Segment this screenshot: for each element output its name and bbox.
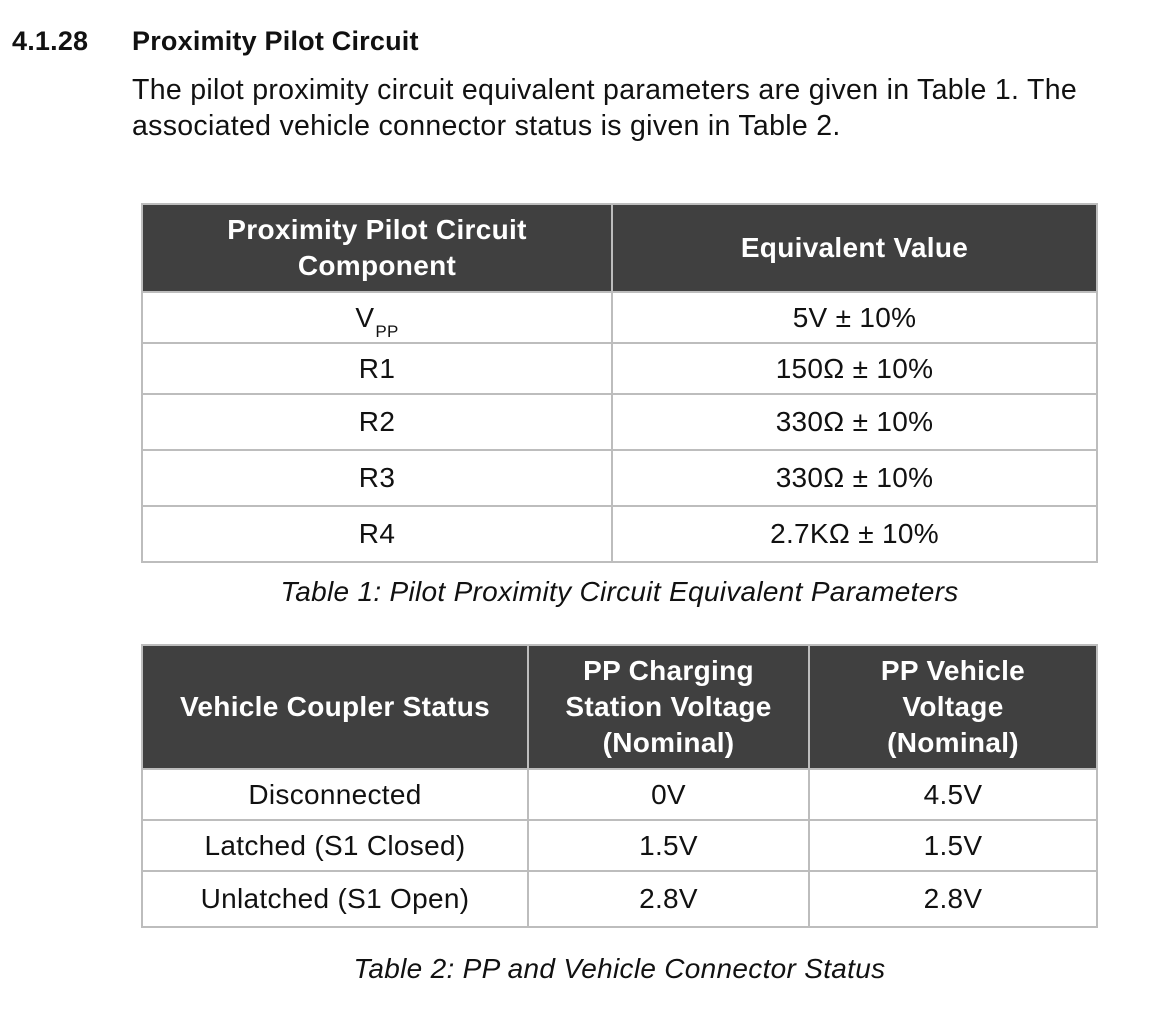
cell-vehicle-voltage: 2.8V bbox=[809, 871, 1097, 927]
cell-status: Disconnected bbox=[142, 769, 528, 820]
table-row bbox=[142, 769, 1097, 820]
table-header-row bbox=[142, 204, 1097, 292]
cell-component: R4 bbox=[142, 506, 612, 562]
cell-value: 330Ω ± 10% bbox=[612, 394, 1097, 450]
cell-component: R3 bbox=[142, 450, 612, 506]
cell-component: R2 bbox=[142, 394, 612, 450]
cell-component: R1 bbox=[142, 343, 612, 394]
table2-caption: Table 2: PP and Vehicle Connector Status bbox=[353, 953, 886, 984]
table-circuit-parameters bbox=[141, 203, 1098, 563]
header-equivalent-value: Equivalent Value bbox=[612, 204, 1097, 292]
intro-paragraph: The pilot proximity circuit equivalent parameters are given in Table 1. The associated vehicle connector status is given in Table 2. bbox=[132, 74, 1077, 142]
table-row bbox=[142, 820, 1097, 871]
vpp-symbol: V bbox=[355, 301, 375, 333]
cell-station-voltage: 1.5V bbox=[528, 820, 809, 871]
cell-value: 150Ω ± 10% bbox=[612, 343, 1097, 394]
table-row bbox=[142, 394, 1097, 450]
vpp-subscript: PP bbox=[375, 321, 399, 341]
table-connector-status bbox=[141, 644, 1098, 928]
section-number: 4.1.28 bbox=[12, 26, 89, 56]
section-title: Proximity Pilot Circuit bbox=[132, 26, 419, 56]
table-header-row bbox=[142, 645, 1097, 769]
cell-vehicle-voltage: 4.5V bbox=[809, 769, 1097, 820]
header-coupler-status: Vehicle Coupler Status bbox=[142, 645, 528, 769]
table-row bbox=[142, 871, 1097, 927]
table-row bbox=[142, 506, 1097, 562]
cell-value: 5V ± 10% bbox=[612, 292, 1097, 343]
section-heading bbox=[12, 26, 419, 57]
cell-station-voltage: 0V bbox=[528, 769, 809, 820]
table-row bbox=[142, 292, 1097, 343]
cell-value: 330Ω ± 10% bbox=[612, 450, 1097, 506]
cell-component bbox=[142, 292, 612, 343]
cell-value: 2.7KΩ ± 10% bbox=[612, 506, 1097, 562]
cell-status: Unlatched (S1 Open) bbox=[142, 871, 528, 927]
cell-station-voltage: 2.8V bbox=[528, 871, 809, 927]
cell-status: Latched (S1 Closed) bbox=[142, 820, 528, 871]
table-row bbox=[142, 343, 1097, 394]
header-station-voltage: PP Charging Station Voltage (Nominal) bbox=[528, 645, 809, 769]
header-component: Proximity Pilot Circuit Component bbox=[142, 204, 612, 292]
table1-caption: Table 1: Pilot Proximity Circuit Equivalent Parameters bbox=[280, 576, 959, 607]
cell-vehicle-voltage: 1.5V bbox=[809, 820, 1097, 871]
table-row bbox=[142, 450, 1097, 506]
header-vehicle-voltage: PP Vehicle Voltage (Nominal) bbox=[809, 645, 1097, 769]
